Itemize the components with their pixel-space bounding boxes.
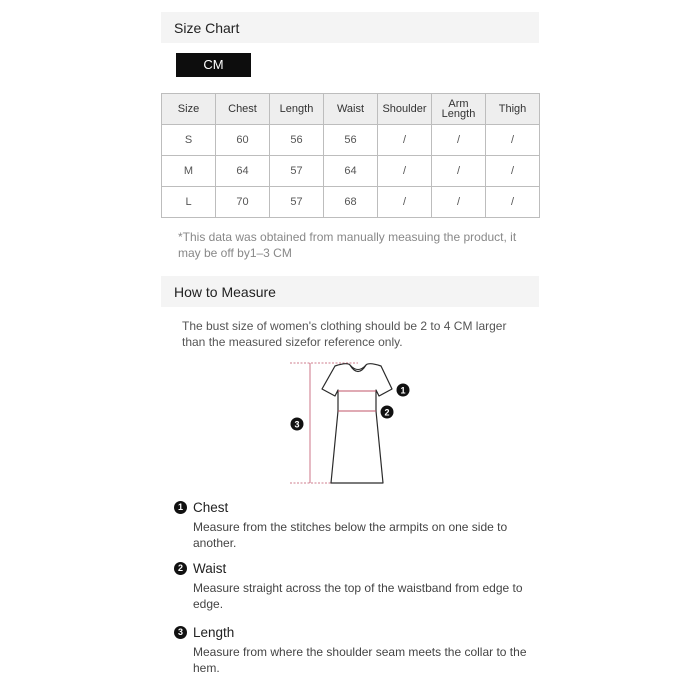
column-header: Chest [216,94,270,125]
marker-chest [397,384,410,397]
marker-chest-label: 1 [400,385,406,396]
table-cell: / [378,125,432,156]
marker-length [291,418,304,431]
unit-tab-cm[interactable]: CM [176,53,251,77]
table-cell: 70 [216,187,270,218]
table-cell: 64 [324,156,378,187]
table-cell: 68 [324,187,378,218]
legend-name: Chest [193,500,229,515]
table-cell: 57 [270,187,324,218]
table-cell: 57 [270,156,324,187]
table-cell: / [432,187,486,218]
number-badge-icon: 3 [174,626,187,639]
size-chart-header [161,12,539,43]
legend-name: Waist [193,561,227,576]
legend-description: Measure straight across the top of the waistband from edge to edge. [193,581,523,611]
table-cell: / [486,187,540,218]
marker-waist-label: 2 [384,407,390,418]
number-badge-icon: 2 [174,562,187,575]
legend-item-chest [174,500,544,551]
table-row [162,125,540,156]
table-cell: 60 [216,125,270,156]
column-header: Length [270,94,324,125]
number-badge-icon: 1 [174,501,187,514]
table-cell: L [162,187,216,218]
table-cell: / [432,125,486,156]
size-chart-title: Size Chart [174,20,240,36]
dress-outline [322,364,392,483]
table-cell: / [378,187,432,218]
column-header: Shoulder [378,94,432,125]
table-row [162,156,540,187]
legend-item-waist [174,561,544,612]
table-cell: S [162,125,216,156]
table-cell: 56 [270,125,324,156]
how-to-measure-title: How to Measure [174,284,276,300]
column-header: Size [162,94,216,125]
marker-length-label: 3 [294,419,300,430]
column-header: Thigh [486,94,540,125]
table-cell: / [432,156,486,187]
marker-waist [381,406,394,419]
legend-name: Length [193,625,235,640]
table-cell: 56 [324,125,378,156]
table-cell: / [378,156,432,187]
table-cell: 64 [216,156,270,187]
table-header-row [162,94,540,125]
measure-intro-text: The bust size of women's clothing should be 2 to 4 CM larger than the measured sizefor reference only. [182,319,507,349]
legend-description: Measure from the stitches below the armpits on one side to another. [193,520,508,550]
table-row [162,187,540,218]
column-header: Arm Length [432,94,486,125]
legend-item-length [174,625,544,676]
column-header: Waist [324,94,378,125]
table-cell: M [162,156,216,187]
dress-diagram [280,356,420,488]
table-cell: / [486,156,540,187]
measurement-note: *This data was obtained from manually measuing the product, it may be off by1–3 CM [178,230,517,260]
how-to-measure-header [161,276,539,307]
size-table [161,93,540,218]
table-cell: / [486,125,540,156]
legend-description: Measure from where the shoulder seam meets the collar to the hem. [193,645,527,675]
